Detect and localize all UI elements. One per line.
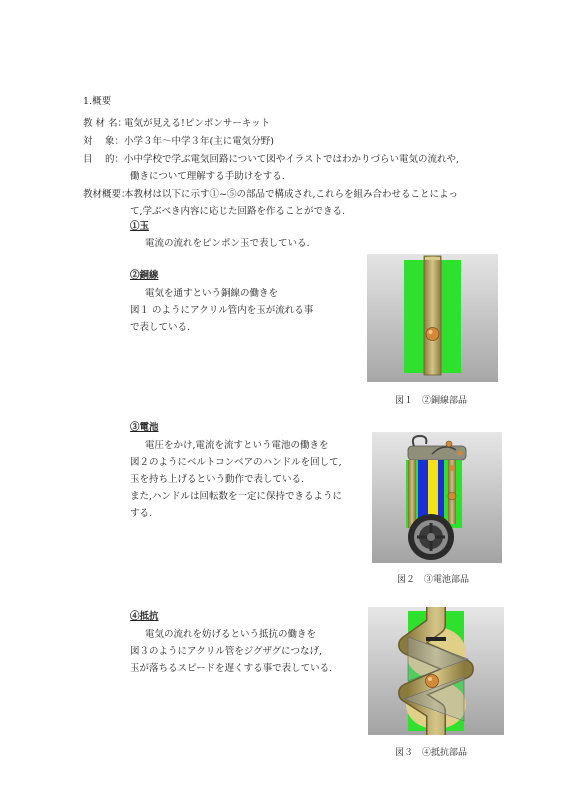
label-target: 対 象：: [83, 136, 125, 147]
figure-3-caption: 図３ ④抵抗部品: [395, 748, 468, 758]
battery-line-5: する.: [130, 508, 153, 519]
battery-section-title: ③電池: [130, 422, 159, 433]
value-purpose-cont: 働きについて理解する手助けをする.: [130, 171, 285, 182]
wire-line-2: 図１ のようにアクリル管内を玉が流れる事: [130, 305, 314, 316]
value-purpose: 小中学校で学ぶ電気回路について図やイラストではわかりづらい電気の流れや,: [124, 154, 460, 165]
label-material-name: 教 材 名：: [83, 118, 128, 129]
figure-1-image: [367, 254, 498, 382]
value-overview: 本教材は以下に示す①~⑤の部品で構成され,これらを組み合わせることによっ: [124, 189, 458, 200]
battery-line-4: また,ハンドルは回転数を一定に保持できるように: [130, 491, 343, 502]
resistor-line-3: 玉が落ちるスピードを遅くする事で表している.: [130, 663, 333, 674]
figure-1-caption: 図１ ②銅線部品: [395, 396, 468, 406]
resistor-section-title: ④抵抗: [130, 611, 159, 622]
ball-section-title: ①玉: [130, 221, 150, 232]
wire-section-title: ②銅線: [130, 270, 159, 281]
value-material-name: 電気が見える!ピンポンサーキット: [124, 118, 271, 129]
ball-line-1: 電流の流れをピンポン玉で表している.: [145, 238, 310, 249]
figure-3-image: [368, 607, 504, 735]
section-heading: 1.概要: [83, 96, 112, 107]
battery-line-2: 図２のようにベルトコンベアのハンドルを回して,: [130, 457, 342, 468]
value-overview-cont: て,学ぶべき内容に応じた回路を作ることができる.: [130, 206, 346, 217]
resistor-line-2: 図３のようにアクリル管をジグザグにつなげ,: [130, 646, 322, 657]
label-overview: 教材概要：: [83, 189, 131, 200]
resistor-line-1: 電気の流れを妨げるという抵抗の働きを: [145, 629, 317, 640]
battery-line-1: 電圧をかけ,電流を流すという電池の働きを: [145, 440, 329, 451]
figure-2-image: [372, 432, 502, 563]
figure-2-caption: 図２ ③電池部品: [397, 575, 470, 585]
value-target: 小学３年～中学３年(主に電気分野): [124, 136, 274, 147]
wire-line-1: 電気を通すという銅線の働きを: [145, 288, 279, 299]
label-purpose: 目 的：: [83, 154, 125, 165]
battery-line-3: 玉を持ち上げるという動作で表している.: [130, 474, 305, 485]
wire-line-3: で表している.: [130, 322, 191, 333]
